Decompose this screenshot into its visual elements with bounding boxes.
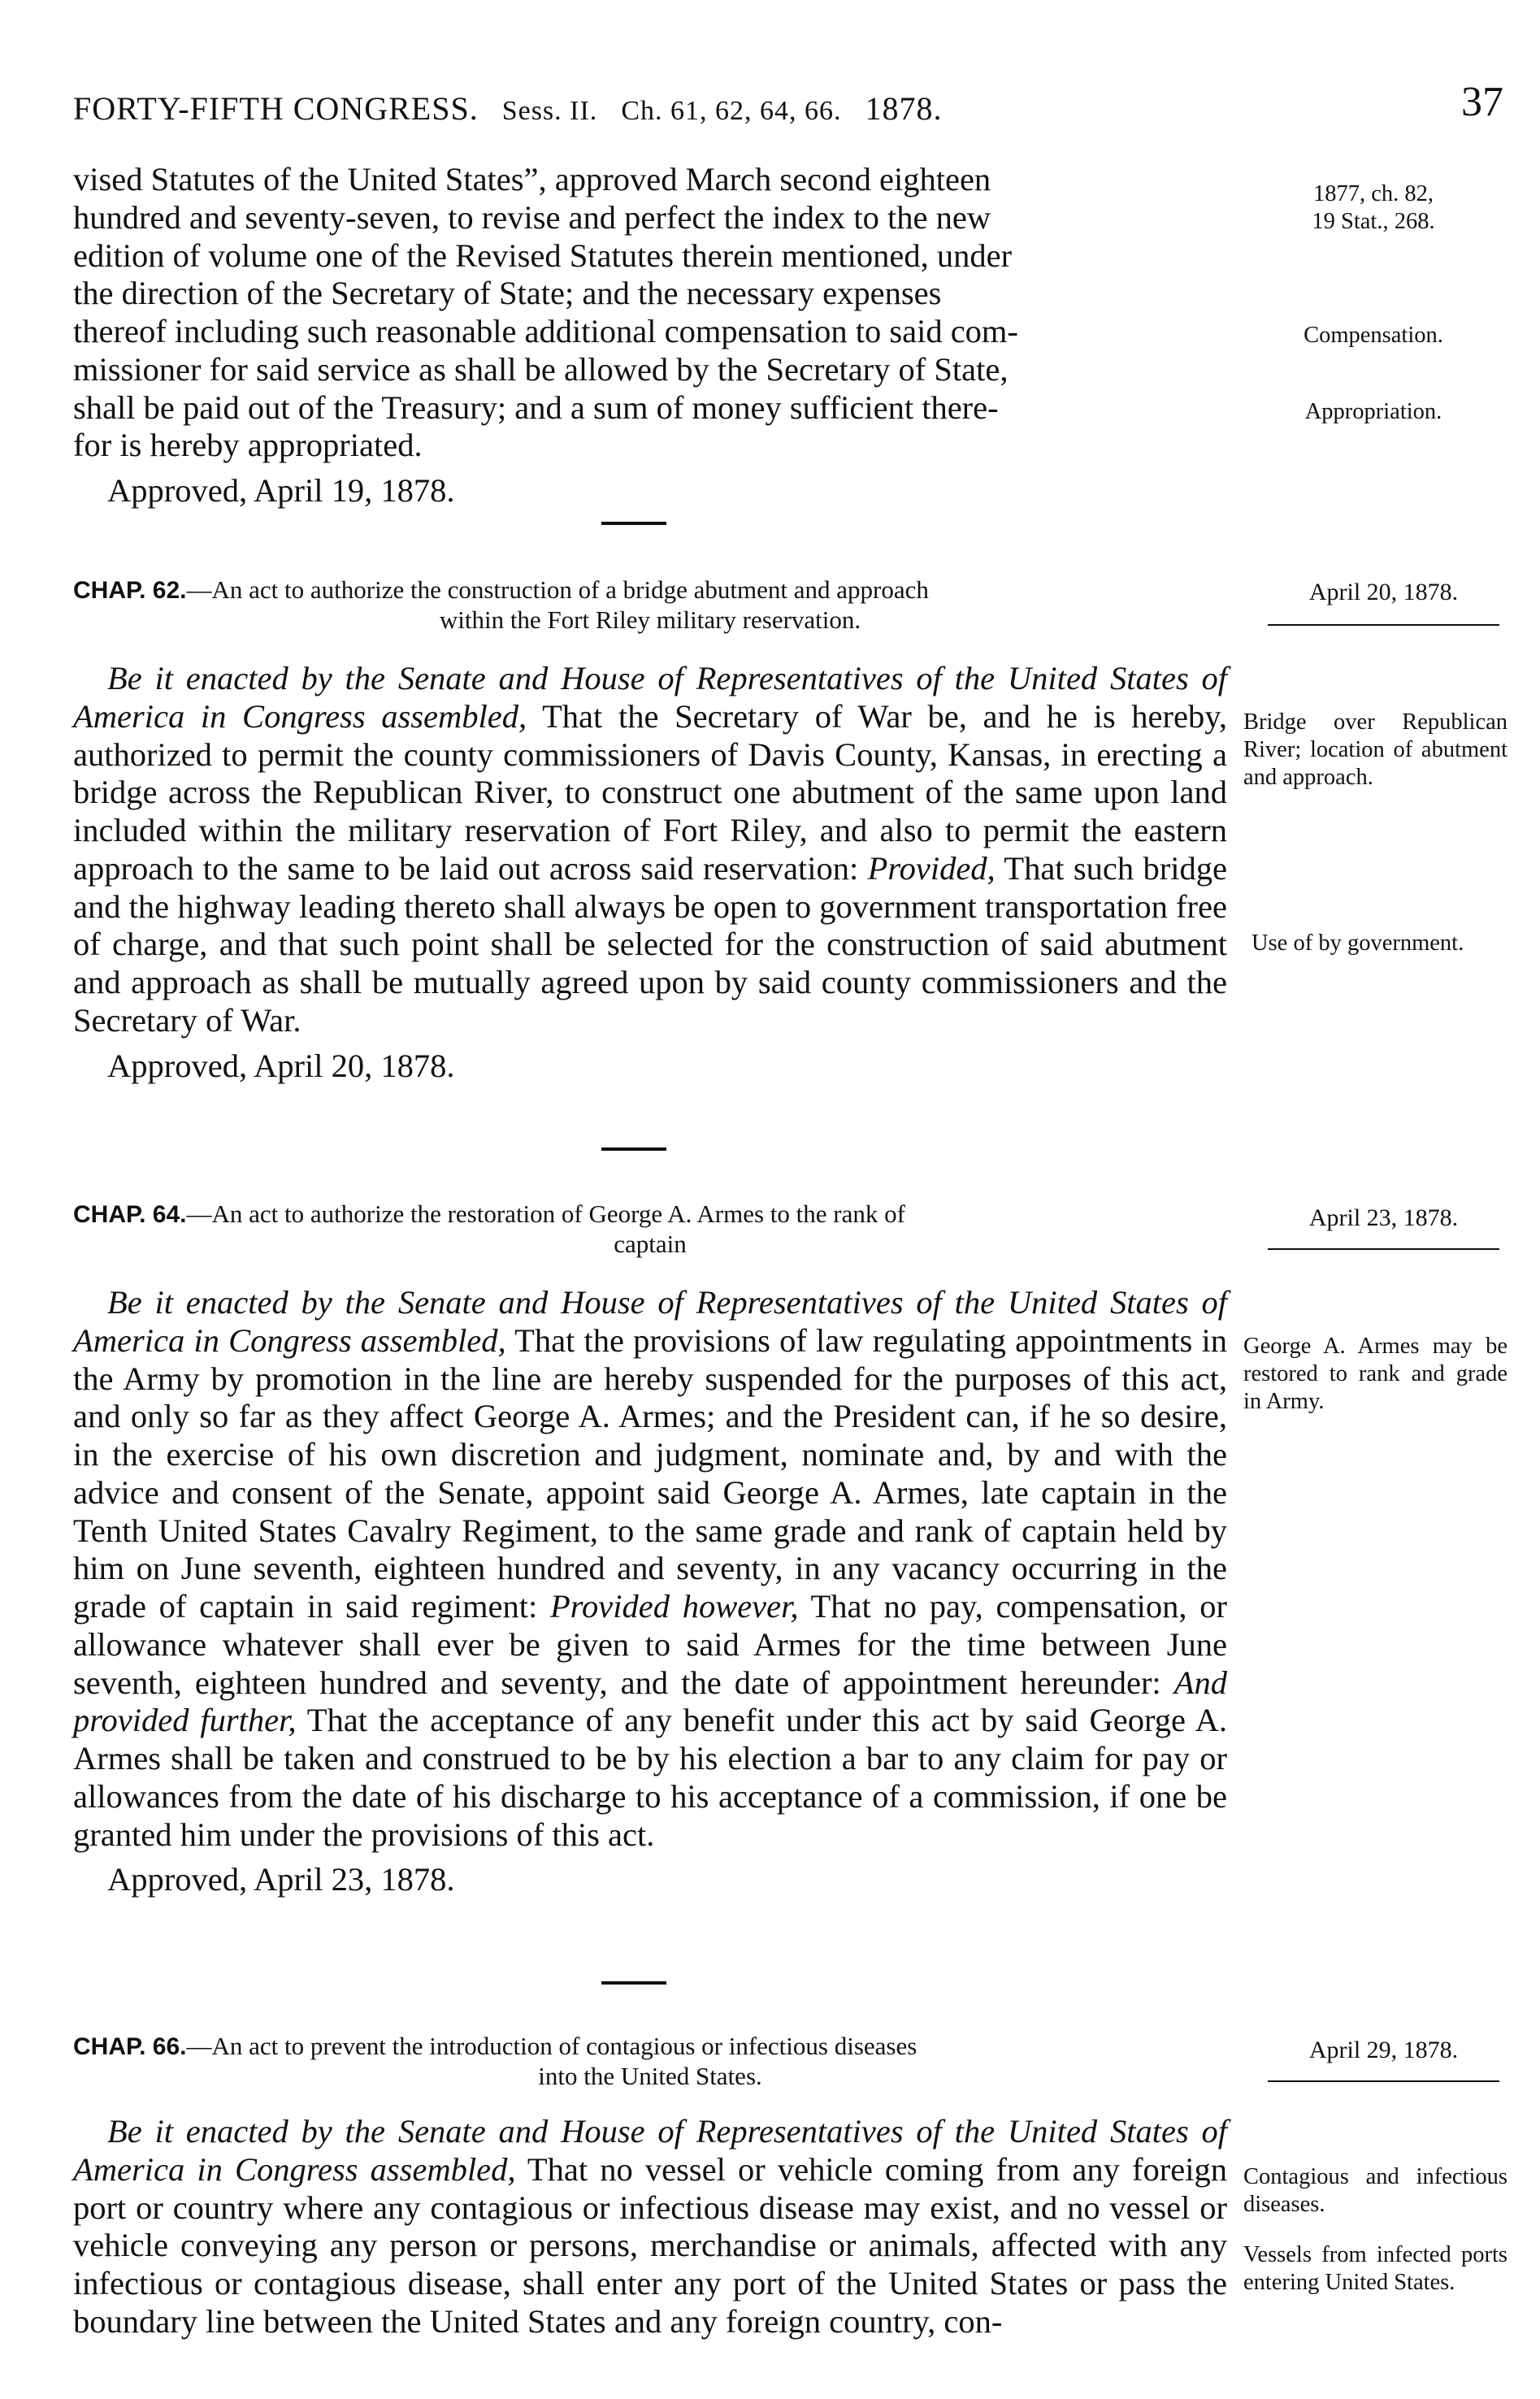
- text-line: thereof including such reasonable additional compensation to said com-: [73, 313, 1018, 350]
- section-text: That the provisions of law regulating appointments in the Army by promotion in the line are hereby suspended for the purposes of this act, and only so far as they affect George A. Armes; and the President can, if he so desire, in the exercise of his own discretion and judgment, nominate and, by and with the advice and consent of the Senate, appoint said George A. Armes, late captain in the Tenth United States Cavalry Regiment, to the same grade and rank of captain held by him on June seventh, eighteen hundred and seventy, in any vacancy occurring in the grade of captain in said regiment:: [73, 1321, 1228, 1625]
- session-label: Sess. II.: [501, 96, 598, 126]
- section-text: That no vessel or vehicle coming from any foreign port or country where any contagious or infectious disease may exist, and no vessel or vehicle conveying any person or persons, merchandise or animals, affected with any infectious or contagious disease, shall enter any port of the United States or pass the boundary line between the United States and any foreign country, con-: [73, 2150, 1227, 2340]
- chapter-title-cont: captain: [614, 1229, 687, 1258]
- chapter-66-heading: [73, 2032, 1227, 2091]
- chapter-66-date: April 29, 1878.: [1308, 2037, 1459, 2063]
- section-text: That the Secretary of War be, and he is hereby, authorized to permit the county commissioners of Davis County, Kansas, in erecting a bridge across the Republican River, to construct one abutment of the same upon land included within the military reservation of Fort Riley, and also to permit the eastern approach to the same to be laid out across said reservation:: [73, 697, 1227, 887]
- chapter-title: —An act to authorize the restoration of George A. Armes to the rank of: [186, 1200, 905, 1228]
- text-line: hundred and seventy-seven, to revise and perfect the index to the new: [73, 198, 991, 236]
- enacting-clause: Be it enacted by the Senate and House of Representatives of the United States of America in Congress assembled,: [73, 2113, 1227, 2188]
- chapter-number: CHAP. 64.: [73, 1201, 187, 1228]
- date-rule: [1268, 624, 1499, 626]
- section-text: That such bridge and the highway leading thereto shall always be open to government transportation free of charge, and that such point shall be selected for the construction of said abutment and approach as shall be mutually agreed upon by said county commissioners and the Secretary of War.: [73, 849, 1227, 1039]
- running-head: [73, 75, 1503, 140]
- section-text: That no pay, compensation, or allowance whatever shall ever be given to said Armes for the time between June seventh, eighteen hundred and seventy, and the date of appointment hereunder:: [73, 1588, 1227, 1701]
- text-line: for is hereby appropriated.: [73, 427, 423, 464]
- margin-note-vessels: Vessels from infected ports entering United States.: [1243, 2242, 1507, 2296]
- chapter-number: CHAP. 62.: [73, 577, 187, 604]
- year-label: 1878.: [865, 90, 943, 127]
- congress-label: FORTY-FIFTH CONGRESS.: [73, 90, 479, 127]
- date-rule: [1268, 1248, 1499, 1250]
- chapter-title: —An act to authorize the construction of a bridge abutment and approach: [186, 575, 929, 604]
- chapter-64-heading: [73, 1200, 1227, 1259]
- margin-note-bridge: Bridge over Republican River; location of abutment and approach.: [1243, 709, 1507, 791]
- section-divider: [601, 1981, 666, 1985]
- page-number: 37: [1461, 79, 1503, 125]
- chapter-62-heading: [73, 575, 1227, 635]
- chapters-label: Ch. 61, 62, 64, 66.: [621, 96, 842, 126]
- text-line: shall be paid out of the Treasury; and a sum of money sufficient there-: [73, 388, 999, 426]
- margin-citation-2: 19 Stat., 268.: [1312, 209, 1435, 235]
- enacting-clause: Be it enacted by the Senate and House of Representatives of the United States of America in Congress assembled,: [73, 1284, 1227, 1359]
- continuation-text: [73, 161, 1227, 513]
- proviso: Provided,: [867, 849, 996, 887]
- proviso: Provided however,: [550, 1588, 799, 1625]
- chapter-number: CHAP. 66.: [73, 2033, 187, 2060]
- text-line: the direction of the Secretary of State; and the necessary expenses: [73, 275, 942, 312]
- chapter-62-date: April 20, 1878.: [1308, 579, 1459, 605]
- enacting-clause: Be it enacted by the Senate and House of Representatives of the United States of America in Congress assembled,: [73, 660, 1227, 735]
- margin-citation: [1252, 180, 1495, 236]
- approved-line: Approved, April 20, 1878.: [107, 1047, 455, 1084]
- margin-note-compensation: Compensation.: [1304, 323, 1443, 348]
- approved-line: Approved, April 19, 1878.: [107, 472, 455, 510]
- chapter-title-cont: within the Fort Riley military reservation.: [439, 605, 861, 634]
- margin-note-contagious: Contagious and infectious diseases.: [1243, 2164, 1507, 2218]
- chapter-title: —An act to prevent the introduction of contagious or infectious diseases: [186, 2032, 917, 2060]
- text-line: missioner for said service as shall be allowed by the Secretary of State,: [73, 350, 1009, 388]
- section-divider: [601, 1147, 666, 1151]
- margin-note-use: Use of by government.: [1252, 931, 1464, 956]
- margin-note-armes: George A. Armes may be restored to rank and grade in Army.: [1243, 1334, 1507, 1415]
- section-text: That the acceptance of any benefit under this act by said George A. Armes shall be taken and construed to be by his election a bar to any claim for pay or allowances from the date of his discharge to his acceptance of a commission, if one be granted him under the provisions of this act.: [73, 1702, 1227, 1853]
- chapter-62-body: [73, 660, 1227, 1087]
- chapter-title-cont: into the United States.: [538, 2061, 762, 2090]
- margin-note-appropriation: Appropriation.: [1304, 399, 1442, 424]
- chapter-64-date: April 23, 1878.: [1308, 1204, 1459, 1231]
- approved-line: Approved, April 23, 1878.: [107, 1861, 455, 1898]
- text-line: vised Statutes of the United States”, approved March second eighteen: [73, 161, 991, 197]
- text-line: edition of volume one of the Revised Statutes therein mentioned, under: [73, 236, 1013, 274]
- chapter-64-body: [73, 1284, 1227, 1902]
- date-rule: [1268, 2080, 1499, 2082]
- proviso: And provided further,: [73, 1664, 1228, 1739]
- section-divider: [601, 522, 666, 525]
- running-head-title: [73, 89, 943, 128]
- margin-citation-1: 1877, ch. 82,: [1312, 181, 1434, 206]
- chapter-66-body: [73, 2113, 1227, 2341]
